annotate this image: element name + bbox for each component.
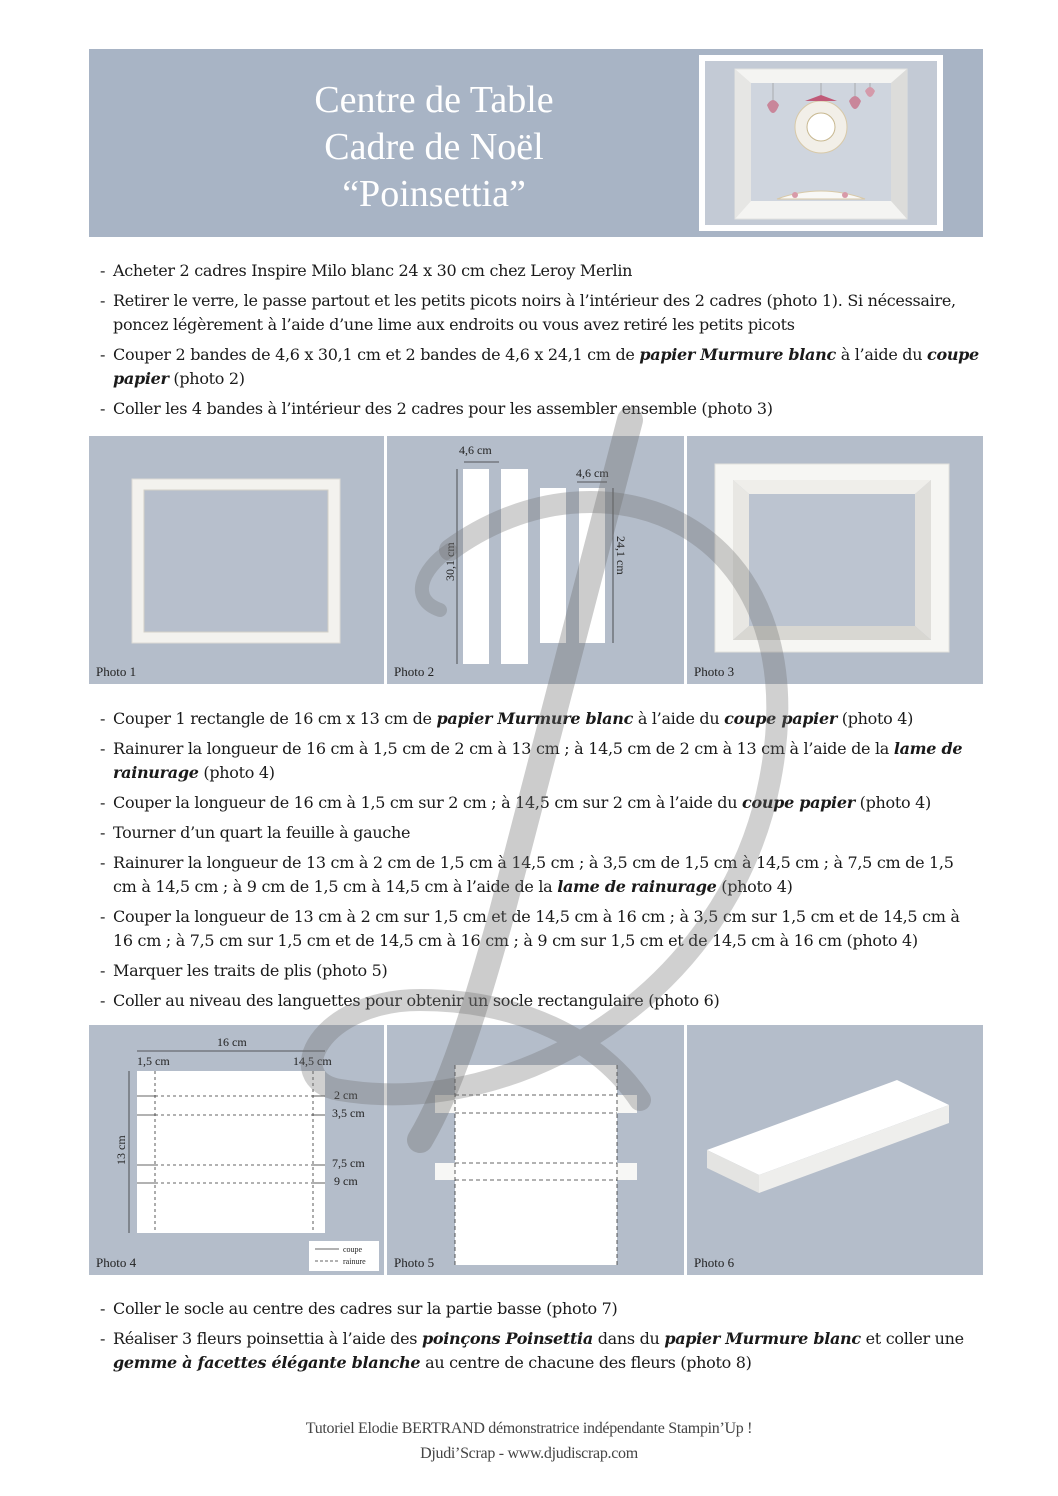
photo-4-diagram — [89, 1025, 384, 1275]
step-text: Couper la longueur de 13 cm à 2 cm sur 1,5 cm et de 14,5 cm à 16 cm ; à 3,5 cm sur 1,5 cm et de 14,5 cm à 16 cm ; à 7,5 cm sur 1,5 cm et de 14,5 cm à 16 cm ; à 9 cm sur 1,5 cm et de 14,5 cm à 16 cm (photo 4) — [113, 907, 960, 950]
photo4-left-label: 1,5 cm — [137, 1054, 170, 1068]
bullet-dash: - — [100, 823, 106, 842]
bullet-dash: - — [100, 345, 106, 364]
photo-4 — [89, 1025, 384, 1275]
strip-height-label-short: 24,1 cm — [614, 536, 628, 575]
steps-section-2 — [100, 707, 980, 1013]
step-item — [100, 343, 980, 391]
bullet-dash: - — [100, 1299, 106, 1318]
step-text: (photo 4) — [854, 793, 931, 812]
photo-3-box — [687, 436, 983, 684]
page-title — [239, 77, 629, 218]
photo4-2cm-label: 2 cm — [334, 1088, 358, 1102]
step-item — [100, 1297, 980, 1321]
bullet-dash: - — [100, 739, 106, 758]
footer-site: Djudi’Scrap - www.djudiscrap.com — [420, 1445, 638, 1462]
bullet-dash: - — [100, 399, 106, 418]
step-item — [100, 851, 980, 899]
bullet-dash: - — [100, 291, 106, 310]
legend-cut-label: coupe — [343, 1245, 363, 1254]
bullet-dash: - — [100, 991, 106, 1010]
step-text: Couper 1 rectangle de 16 cm x 13 cm de — [113, 709, 437, 728]
step-text: Marquer les traits de plis (photo 5) — [113, 961, 388, 980]
photo4-7-5cm-label: 7,5 cm — [332, 1156, 365, 1170]
step-item — [100, 259, 980, 283]
step-item — [100, 791, 980, 815]
step-item — [100, 707, 980, 731]
photo4-right-label: 14,5 cm — [293, 1054, 332, 1068]
photo-1-frame — [89, 436, 384, 684]
photo-4-caption: Photo 4 — [96, 1255, 137, 1270]
hero-photo — [699, 55, 943, 231]
photo4-height-label: 13 cm — [114, 1135, 128, 1165]
step-text: Couper 2 bandes de 4,6 x 30,1 cm et 2 bandes de 4,6 x 24,1 cm de — [113, 345, 640, 364]
step-item — [100, 821, 980, 845]
step-item — [100, 905, 980, 953]
photo-1 — [89, 436, 384, 684]
step-text: dans du — [592, 1329, 665, 1348]
step-text: et coller une — [860, 1329, 964, 1348]
photo-6-base-box — [687, 1025, 983, 1275]
product-name: papier Murmure blanc — [664, 1329, 861, 1348]
step-text: à l’aide du — [633, 709, 725, 728]
step-item — [100, 289, 980, 337]
bullet-dash: - — [100, 793, 106, 812]
step-item — [100, 1327, 980, 1375]
product-name: coupe papier — [742, 793, 855, 812]
photo-2 — [387, 436, 684, 684]
step-text: Rainurer la longueur de 16 cm à 1,5 cm de 2 cm à 13 cm ; à 14,5 cm de 2 cm à 13 cm à l’aide de la — [113, 739, 894, 758]
step-text: Coller les 4 bandes à l’intérieur des 2 cadres pour les assembler ensemble (photo 3) — [113, 399, 773, 418]
photo-1-caption: Photo 1 — [96, 664, 137, 679]
title-line-2: Cadre de Noël — [324, 126, 544, 168]
hero-frame-illustration — [705, 61, 937, 225]
title-line-1: Centre de Table — [314, 79, 554, 121]
strip-height-label-long: 30,1 cm — [443, 542, 457, 581]
photo4-3-5cm-label: 3,5 cm — [332, 1106, 365, 1120]
photo-5 — [387, 1025, 684, 1275]
steps-section-3 — [100, 1297, 980, 1375]
step-item — [100, 397, 980, 421]
step-text: au centre de chacune des fleurs (photo 8) — [420, 1353, 752, 1372]
photo-2-caption: Photo 2 — [394, 664, 435, 679]
legend-score-label: rainure — [343, 1257, 366, 1266]
step-item — [100, 737, 980, 785]
photo-6 — [687, 1025, 983, 1275]
strip-width-label-short: 4,6 cm — [576, 466, 609, 480]
step-text: Coller le socle au centre des cadres sur la partie basse (photo 7) — [113, 1299, 618, 1318]
footer-credit: Tutoriel Elodie BERTRAND démonstratrice indépendante Stampin’Up ! — [305, 1420, 753, 1437]
product-name: coupe papier — [113, 345, 979, 388]
step-text: Couper la longueur de 16 cm à 1,5 cm sur 2 cm ; à 14,5 cm sur 2 cm à l’aide du — [113, 793, 743, 812]
photo-3 — [687, 436, 983, 684]
step-text: Rainurer la longueur de 13 cm à 2 cm de 1,5 cm à 14,5 cm ; à 3,5 cm de 1,5 cm à 14,5 cm ; à 7,5 cm de 1,5 cm à 14,5 cm ; à 9 cm de 1,5 cm à 14,5 cm à l’aide de la — [113, 853, 954, 896]
step-item — [100, 959, 980, 983]
step-text: Coller au niveau des languettes pour obtenir un socle rectangulaire (photo 6) — [113, 991, 720, 1010]
product-name: papier Murmure blanc — [436, 709, 634, 728]
photo-5-caption: Photo 5 — [394, 1255, 435, 1270]
photo-2-strips — [387, 436, 684, 684]
bullet-dash: - — [100, 961, 106, 980]
step-text: Retirer le verre, le passe partout et les petits picots noirs à l’intérieur des 2 cadres (photo 1). Si nécessaire, poncez légèrement à l’aide d’une lime aux endroits ou vous avez retiré les petits picots — [113, 291, 956, 334]
step-text: Tourner d’un quart la feuille à gauche — [113, 823, 411, 842]
bullet-dash: - — [100, 853, 106, 872]
product-name: lame de rainurage — [113, 739, 963, 782]
photo-5-folded-sheet — [387, 1025, 684, 1275]
product-name: coupe papier — [724, 709, 837, 728]
bullet-dash: - — [100, 261, 106, 280]
bullet-dash: - — [100, 907, 106, 926]
step-text: (photo 4) — [716, 877, 793, 896]
step-text: (photo 4) — [836, 709, 914, 728]
product-name: lame de rainurage — [557, 877, 717, 896]
product-name: gemme à facettes élégante blanche — [113, 1353, 421, 1372]
photo4-9cm-label: 9 cm — [334, 1174, 358, 1188]
steps-section-1 — [100, 259, 980, 421]
step-text: (photo 2) — [168, 369, 245, 388]
product-name: papier Murmure blanc — [639, 345, 836, 364]
title-line-3: “Poinsettia” — [342, 173, 526, 215]
photo-6-caption: Photo 6 — [694, 1255, 735, 1270]
bullet-dash: - — [100, 709, 106, 728]
strip-width-label-long: 4,6 cm — [459, 443, 492, 457]
step-item — [100, 989, 980, 1013]
photo-3-caption: Photo 3 — [694, 664, 735, 679]
header-banner — [89, 49, 983, 237]
step-text: Acheter 2 cadres Inspire Milo blanc 24 x 30 cm chez Leroy Merlin — [113, 261, 633, 280]
bullet-dash: - — [100, 1329, 106, 1348]
step-text: Réaliser 3 fleurs poinsettia à l’aide des — [113, 1329, 422, 1348]
step-text: à l’aide du — [835, 345, 928, 364]
photo4-width-label: 16 cm — [217, 1035, 247, 1049]
step-text: (photo 4) — [198, 763, 275, 782]
product-name: poinçons Poinsettia — [422, 1329, 593, 1348]
